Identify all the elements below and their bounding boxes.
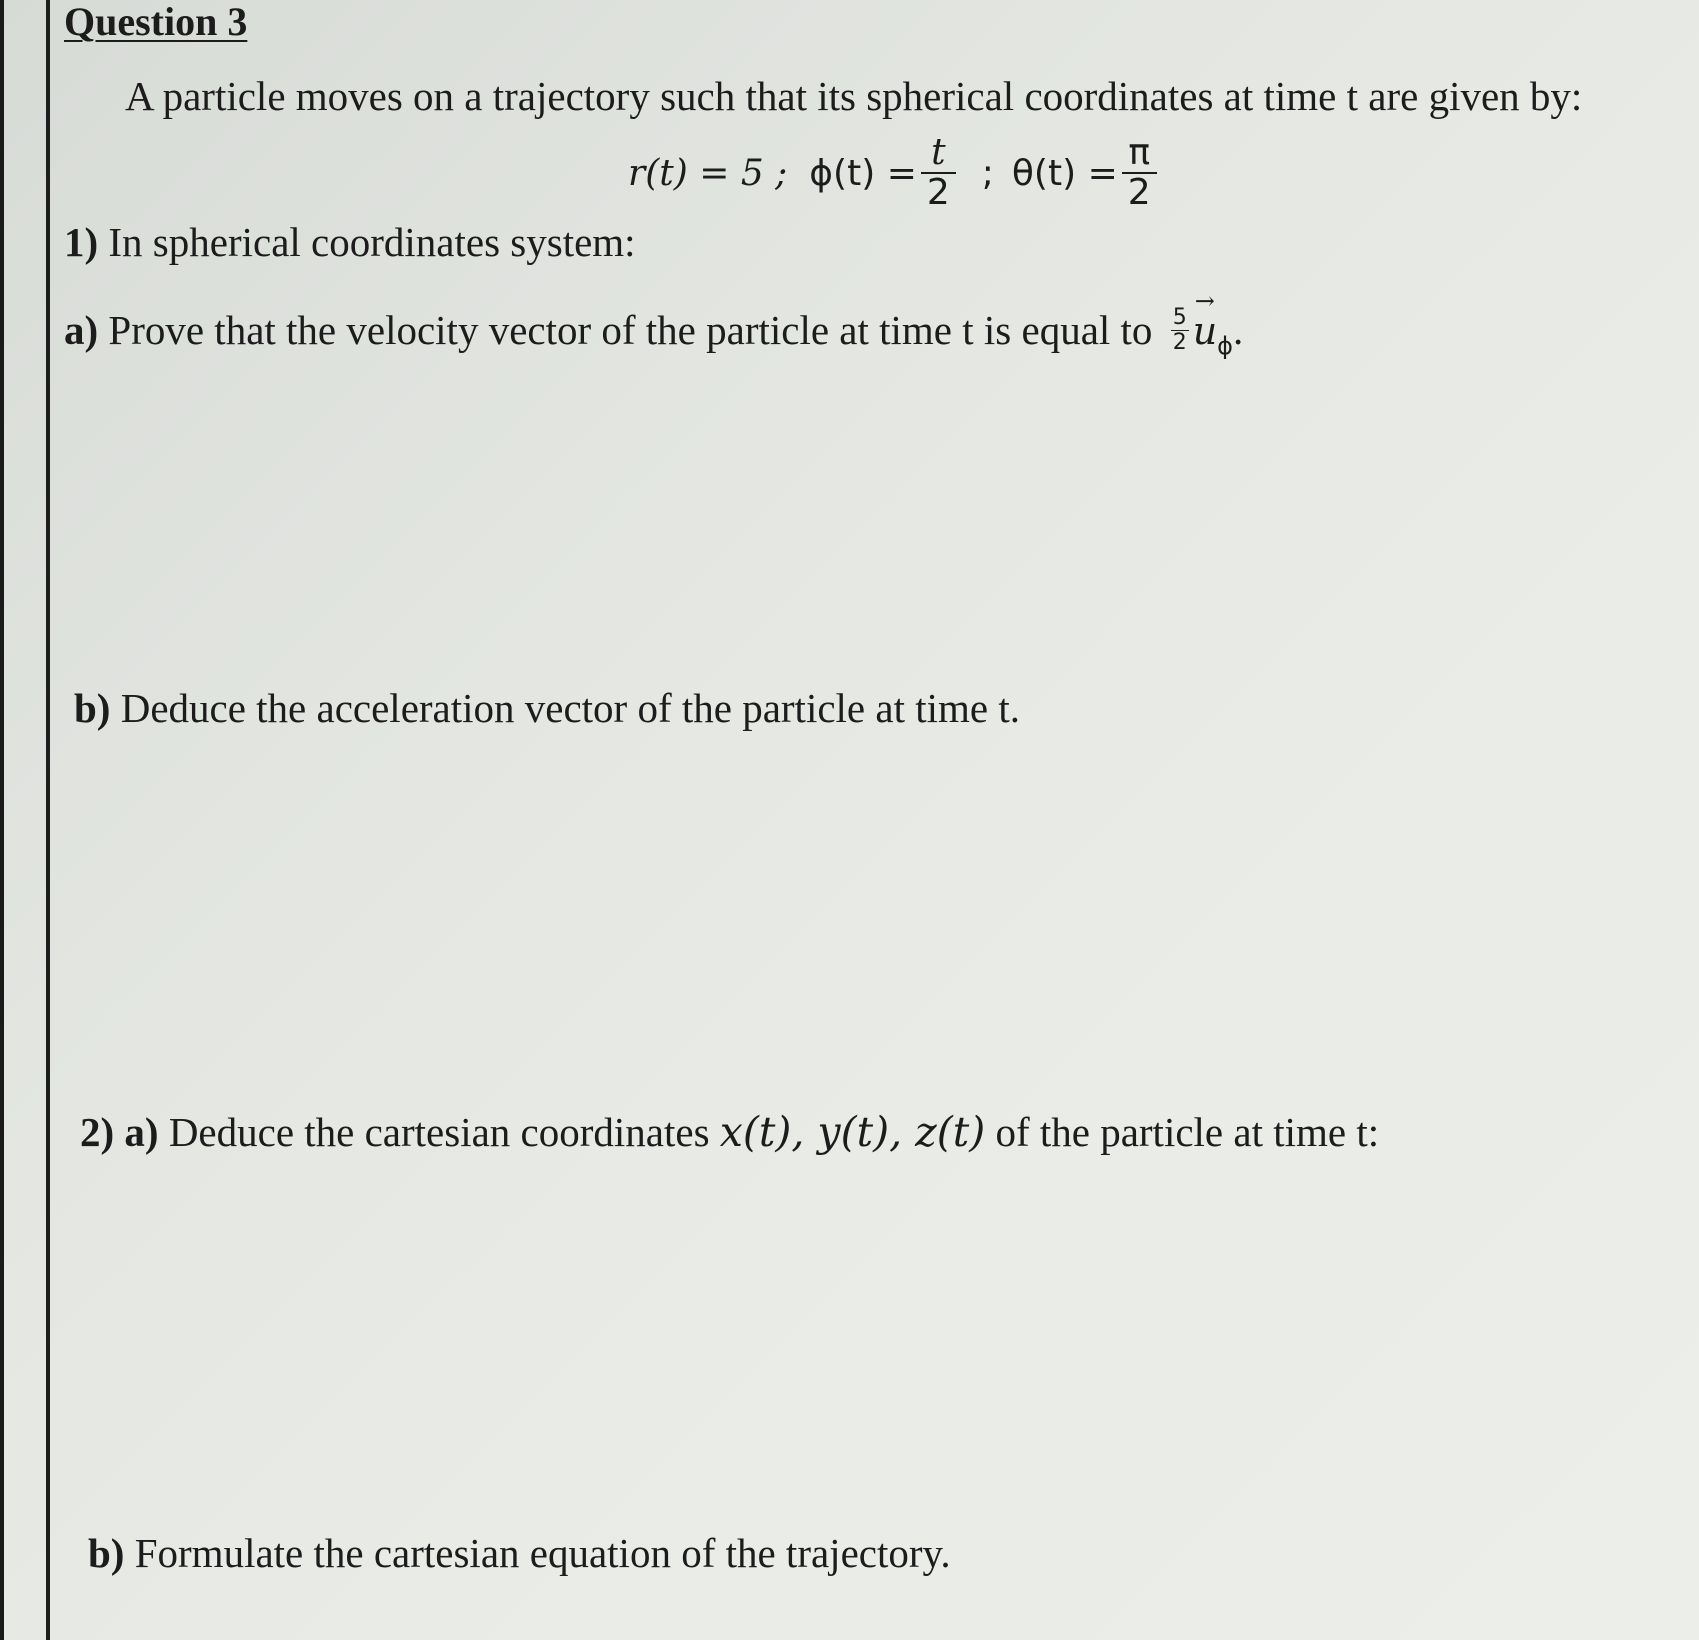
part-1a-end: . (1233, 307, 1244, 354)
theta-lhs: θ(t) = (1011, 152, 1118, 194)
part-1-text: In spherical coordinates system: (108, 219, 636, 265)
part-1b-label: b) (74, 685, 111, 731)
part-1-label: 1) (64, 219, 99, 265)
intro-text: A particle moves on a trajectory such that its spherical coordinates at time t are given by: (125, 73, 1583, 119)
part-2b-text: Formulate the cartesian equation of the trajectory. (134, 1530, 951, 1576)
part-2a-text-before: Deduce the cartesian coordinates (168, 1109, 710, 1155)
separator: ; (981, 152, 994, 194)
part-1a-text: Prove that the velocity vector of the particle at time t is equal to (108, 307, 1153, 354)
part-1b (74, 685, 1020, 731)
r-equation: r(t) = 5 ; (628, 152, 788, 194)
vector-arrow-icon: → (1194, 287, 1215, 316)
part-1 (64, 219, 636, 265)
velocity-fraction-denominator: 2 (1172, 330, 1187, 356)
spherical-equations (628, 118, 1161, 228)
part-2a-label: 2) a) (80, 1109, 159, 1155)
velocity-fraction-numerator: 5 (1172, 305, 1187, 330)
margin-line (46, 0, 50, 1640)
theta-fraction (1122, 134, 1157, 212)
cartesian-coords: x(t), y(t), z(t) (719, 1108, 986, 1156)
phi-lhs: ϕ(t) = (809, 152, 917, 194)
unit-vector-symbol: u (1192, 309, 1218, 354)
part-1a (64, 287, 1244, 361)
phi-numerator: t (931, 132, 946, 174)
theta-numerator: π (1128, 132, 1151, 174)
part-2a (80, 1108, 1380, 1156)
phi-denominator: 2 (921, 172, 956, 212)
theta-denominator: 2 (1122, 172, 1157, 212)
part-2b-label: b) (88, 1530, 125, 1576)
part-1a-label: a) (64, 307, 99, 354)
question-heading: Question 3 (64, 0, 248, 44)
part-2a-text-after: of the particle at time t: (995, 1109, 1380, 1155)
unit-vector (1192, 287, 1218, 354)
part-2b (88, 1530, 951, 1576)
velocity-fraction (1171, 306, 1189, 355)
phi-fraction (921, 134, 956, 212)
part-1b-text: Deduce the acceleration vector of the particle at time t. (120, 685, 1020, 731)
unit-vector-subscript: ϕ (1217, 332, 1234, 361)
page-edge-line (0, 0, 4, 1640)
